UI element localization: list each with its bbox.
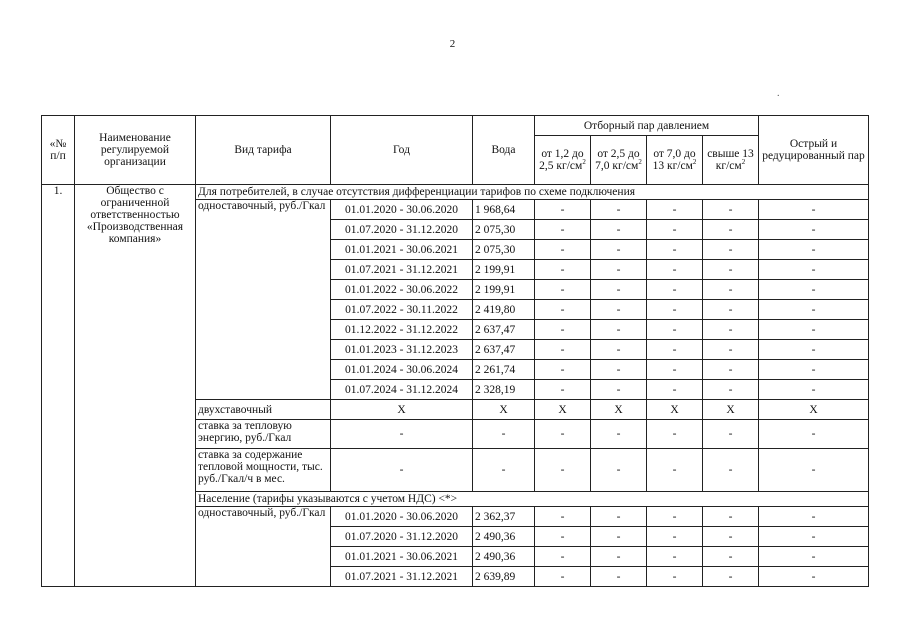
sup: 2 bbox=[582, 158, 586, 167]
dash-cell: - bbox=[703, 567, 759, 587]
dash-cell: - bbox=[759, 220, 869, 240]
dash-cell: - bbox=[535, 340, 591, 360]
dash-cell: - bbox=[591, 507, 647, 527]
water-value: 2 637,47 bbox=[473, 320, 535, 340]
dash-cell: - bbox=[535, 260, 591, 280]
dash-cell: - bbox=[647, 240, 703, 260]
dash-cell: - bbox=[647, 280, 703, 300]
dash-cell: - bbox=[591, 449, 647, 492]
dash-cell: - bbox=[535, 547, 591, 567]
period-cell: 01.01.2022 - 30.06.2022 bbox=[331, 280, 473, 300]
dash-cell: - bbox=[535, 449, 591, 492]
dash-cell: - bbox=[331, 449, 473, 492]
sup: 2 bbox=[638, 158, 642, 167]
x-cell: X bbox=[331, 400, 473, 420]
dash-cell: - bbox=[647, 200, 703, 220]
col-year-header: Год bbox=[331, 116, 473, 185]
period-cell: 01.01.2020 - 30.06.2020 bbox=[331, 507, 473, 527]
dash-cell: - bbox=[759, 280, 869, 300]
x-cell: X bbox=[703, 400, 759, 420]
water-value: 2 199,91 bbox=[473, 260, 535, 280]
dash-cell: - bbox=[759, 507, 869, 527]
dash-cell: - bbox=[647, 320, 703, 340]
tariff-type-label: ставка за содержание тепловой мощности, тыс. руб./Гкал/ч в мес. bbox=[196, 449, 331, 492]
water-value: 2 639,89 bbox=[473, 567, 535, 587]
dash-cell: - bbox=[591, 300, 647, 320]
dash-cell: - bbox=[591, 420, 647, 449]
dash-cell: - bbox=[759, 360, 869, 380]
dash-cell: - bbox=[473, 420, 535, 449]
dash-cell: - bbox=[703, 340, 759, 360]
dash-cell: - bbox=[759, 260, 869, 280]
dash-cell: - bbox=[703, 200, 759, 220]
dash-cell: - bbox=[703, 320, 759, 340]
dash-cell: - bbox=[535, 320, 591, 340]
col-org-header: Наименование регулируемой организации bbox=[75, 116, 196, 185]
water-value: 2 328,19 bbox=[473, 380, 535, 400]
period-cell: 01.12.2022 - 31.12.2022 bbox=[331, 320, 473, 340]
dash-cell: - bbox=[535, 360, 591, 380]
water-value: 2 075,30 bbox=[473, 220, 535, 240]
page-number: 2 bbox=[449, 38, 456, 50]
x-cell: X bbox=[473, 400, 535, 420]
x-cell: X bbox=[591, 400, 647, 420]
dash-cell: - bbox=[759, 527, 869, 547]
col-steam1-header bbox=[535, 136, 591, 185]
tariff-type-label: двухставочный bbox=[196, 400, 331, 420]
dash-cell: - bbox=[535, 300, 591, 320]
dash-cell: - bbox=[535, 567, 591, 587]
scan-speck: . bbox=[777, 88, 780, 99]
col-steam3-header bbox=[647, 136, 703, 185]
dash-cell: - bbox=[647, 220, 703, 240]
dash-cell: - bbox=[647, 300, 703, 320]
steam1-text: от 1,2 до 2,5 кг/см bbox=[539, 148, 584, 172]
dash-cell: - bbox=[647, 567, 703, 587]
dash-cell: - bbox=[759, 380, 869, 400]
col-water-header: Вода bbox=[473, 116, 535, 185]
dash-cell: - bbox=[591, 320, 647, 340]
dash-cell: - bbox=[647, 340, 703, 360]
sup: 2 bbox=[741, 158, 746, 167]
dash-cell: - bbox=[703, 420, 759, 449]
period-cell: 01.07.2020 - 31.12.2020 bbox=[331, 527, 473, 547]
dash-cell: - bbox=[759, 320, 869, 340]
period-cell: 01.01.2021 - 30.06.2021 bbox=[331, 547, 473, 567]
dash-cell: - bbox=[591, 220, 647, 240]
dash-cell: - bbox=[535, 507, 591, 527]
org-name: Общество с ограниченной ответственностью «Производственная компания» bbox=[75, 185, 196, 587]
water-value: 2 199,91 bbox=[473, 280, 535, 300]
dash-cell: - bbox=[591, 567, 647, 587]
dash-cell: - bbox=[591, 380, 647, 400]
dash-cell: - bbox=[591, 360, 647, 380]
dash-cell: - bbox=[703, 527, 759, 547]
dash-cell: - bbox=[703, 449, 759, 492]
dash-cell: - bbox=[535, 420, 591, 449]
tariff-type-label: одноставочный, руб./Гкал bbox=[196, 507, 331, 587]
col-tariff-type-header: Вид тарифа bbox=[196, 116, 331, 185]
dash-cell: - bbox=[647, 547, 703, 567]
col-steam2-header bbox=[591, 136, 647, 185]
dash-cell: - bbox=[703, 260, 759, 280]
dash-cell: - bbox=[703, 380, 759, 400]
period-cell: 01.07.2024 - 31.12.2024 bbox=[331, 380, 473, 400]
section-title: Для потребителей, в случае отсутствия дифференциации тарифов по схеме подключения bbox=[196, 185, 869, 200]
col-steam4-header bbox=[703, 136, 759, 185]
x-cell: X bbox=[535, 400, 591, 420]
water-value: 2 362,37 bbox=[473, 507, 535, 527]
org-number: 1. bbox=[42, 185, 75, 587]
water-value: 1 968,64 bbox=[473, 200, 535, 220]
period-cell: 01.07.2021 - 31.12.2021 bbox=[331, 567, 473, 587]
dash-cell: - bbox=[759, 547, 869, 567]
dash-cell: - bbox=[703, 280, 759, 300]
dash-cell: - bbox=[703, 300, 759, 320]
tariff-type-label: одноставочный, руб./Гкал bbox=[196, 200, 331, 400]
tariff-table bbox=[41, 115, 869, 587]
water-value: 2 075,30 bbox=[473, 240, 535, 260]
dash-cell: - bbox=[759, 240, 869, 260]
dash-cell: - bbox=[591, 547, 647, 567]
dash-cell: - bbox=[591, 240, 647, 260]
period-cell: 01.01.2024 - 30.06.2024 bbox=[331, 360, 473, 380]
steam3-text: от 7,0 до 13 кг/см bbox=[652, 148, 696, 172]
dash-cell: - bbox=[535, 527, 591, 547]
x-cell: X bbox=[759, 400, 869, 420]
period-cell: 01.01.2023 - 31.12.2023 bbox=[331, 340, 473, 360]
dash-cell: - bbox=[647, 260, 703, 280]
dash-cell: - bbox=[759, 449, 869, 492]
dash-cell: - bbox=[703, 507, 759, 527]
dash-cell: - bbox=[759, 340, 869, 360]
water-value: 2 637,47 bbox=[473, 340, 535, 360]
sup: 2 bbox=[692, 158, 697, 167]
period-cell: 01.01.2021 - 30.06.2021 bbox=[331, 240, 473, 260]
dash-cell: - bbox=[759, 420, 869, 449]
dash-cell: - bbox=[759, 567, 869, 587]
dash-cell: - bbox=[759, 200, 869, 220]
dash-cell: - bbox=[647, 420, 703, 449]
water-value: 2 419,80 bbox=[473, 300, 535, 320]
water-value: 2 261,74 bbox=[473, 360, 535, 380]
dash-cell: - bbox=[535, 220, 591, 240]
dash-cell: - bbox=[647, 507, 703, 527]
dash-cell: - bbox=[703, 240, 759, 260]
dash-cell: - bbox=[535, 280, 591, 300]
dash-cell: - bbox=[331, 420, 473, 449]
period-cell: 01.07.2021 - 31.12.2021 bbox=[331, 260, 473, 280]
dash-cell: - bbox=[647, 360, 703, 380]
water-value: 2 490,36 bbox=[473, 527, 535, 547]
period-cell: 01.01.2020 - 30.06.2020 bbox=[331, 200, 473, 220]
dash-cell: - bbox=[703, 360, 759, 380]
dash-cell: - bbox=[647, 449, 703, 492]
dash-cell: - bbox=[647, 380, 703, 400]
dash-cell: - bbox=[591, 340, 647, 360]
period-cell: 01.07.2022 - 30.11.2022 bbox=[331, 300, 473, 320]
dash-cell: - bbox=[759, 300, 869, 320]
dash-cell: - bbox=[703, 547, 759, 567]
col-sharp-steam-header: Острый и редуцированный пар bbox=[759, 116, 869, 185]
steam2-text: от 2,5 до 7,0 кг/см bbox=[595, 148, 640, 172]
dash-cell: - bbox=[591, 280, 647, 300]
dash-cell: - bbox=[535, 380, 591, 400]
dash-cell: - bbox=[535, 200, 591, 220]
col-steam-group-header: Отборный пар давлением bbox=[535, 116, 759, 136]
dash-cell: - bbox=[473, 449, 535, 492]
tariff-type-label: ставка за тепловую энергию, руб./Гкал bbox=[196, 420, 331, 449]
dash-cell: - bbox=[591, 260, 647, 280]
dash-cell: - bbox=[647, 527, 703, 547]
dash-cell: - bbox=[591, 527, 647, 547]
x-cell: X bbox=[647, 400, 703, 420]
section-title: Население (тарифы указываются с учетом НДС) <*> bbox=[196, 492, 869, 507]
water-value: 2 490,36 bbox=[473, 547, 535, 567]
dash-cell: - bbox=[703, 220, 759, 240]
dash-cell: - bbox=[591, 200, 647, 220]
steam4-text: свыше 13 кг/см bbox=[707, 148, 754, 172]
col-num-header: «№ п/п bbox=[42, 116, 75, 185]
dash-cell: - bbox=[535, 240, 591, 260]
period-cell: 01.07.2020 - 31.12.2020 bbox=[331, 220, 473, 240]
